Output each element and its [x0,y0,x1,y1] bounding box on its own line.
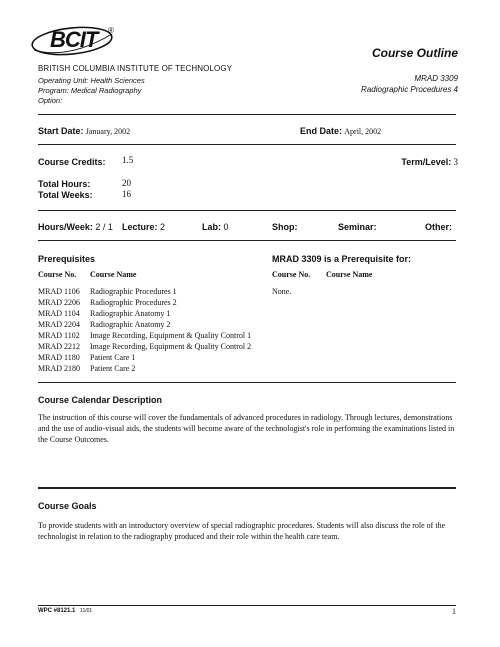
prerequisites-title: Prerequisites [38,254,96,264]
lecture [122,222,165,232]
course-credits-label: Course Credits: [38,157,106,167]
prereq-row [38,287,177,296]
prereq-course-no: MRAD 1104 [38,309,80,318]
divider [38,114,456,115]
doc-title: Course Outline [371,46,458,60]
prerequisite-for-title: MRAD 3309 is a Prerequisite for: [272,254,412,264]
prereq-row [38,309,170,318]
prereq-row [38,364,135,373]
start-date-value: January, 2002 [85,127,131,136]
lecture-label: Lecture: [122,222,158,232]
form-number [38,608,92,614]
calendar-title: Course Calendar Description [38,395,163,405]
prereq-col-course-no: Course No. [38,270,77,279]
prereq-for-value: None. [272,287,292,296]
lab-value: 0 [223,222,229,232]
prereq-course-no: MRAD 2204 [38,320,81,329]
divider [38,487,456,489]
lab-label: Lab: [202,222,221,232]
prereq-row [38,320,170,329]
goals-title: Course Goals [38,501,97,511]
hours-week-label: Hours/Week: [38,222,93,232]
prereq-course-name: Radiographic Anatomy 2 [90,320,171,329]
prereq-for-col-course-name: Course Name [326,270,373,279]
prereq-course-no: MRAD 1102 [38,331,80,340]
calendar-text: The instruction of this course will cover the fundamentals of advanced procedures in radiology. Through lectures, demonstrations and the use of audio-visual aids, the students will become aware of the technologist's role in performing the examinations listed in the Course Outcomes. [38,413,455,444]
course-credits-value: 1.5 [122,155,134,165]
prereq-for-col-course-no: Course No. [272,270,311,279]
divider [38,240,456,241]
prereq-course-name: Radiographic Procedures 1 [90,287,177,296]
prereq-col-course-name: Course Name [90,270,137,279]
prereq-row [38,353,135,362]
form-number-value: WPC #8121.1 [38,608,76,614]
program: Program: Medical Radiography [38,86,142,95]
term-level [401,157,458,167]
hours-week [38,222,113,232]
end-date-value: April, 2002 [344,127,382,136]
divider [38,382,456,383]
prereq-course-name: Radiographic Anatomy 1 [90,309,171,318]
form-date: 11/01 [80,608,93,614]
course-code: MRAD 3309 [414,74,458,83]
shop-label: Shop: [272,222,298,232]
start-date-label: Start Date: [38,126,84,136]
divider [38,210,456,211]
other-label: Other: [425,222,452,232]
prereq-course-name: Patient Care 1 [90,353,136,362]
operating-unit: Operating Unit: Health Sciences [38,76,145,85]
prereq-course-no: MRAD 2180 [38,364,81,373]
total-weeks-label: Total Weeks: [38,190,93,200]
prereq-course-name: Radiographic Procedures 2 [90,298,177,307]
hours-week-value: 2 / 1 [95,222,113,232]
term-level-label: Term/Level: [401,157,452,167]
prereq-course-no: MRAD 2206 [38,298,81,307]
total-hours-label: Total Hours: [38,179,91,189]
prereq-course-no: MRAD 2212 [38,342,81,351]
total-hours-value: 20 [122,178,131,188]
prereq-course-no: MRAD 1106 [38,287,80,296]
prereq-course-no: MRAD 1180 [38,353,80,362]
logo-text: BCIT [50,27,98,52]
prereq-row [38,298,177,307]
prereq-course-name: Image Recording, Equipment & Quality Control 2 [90,342,252,351]
bcit-logo [28,20,120,60]
goals-text: To provide students with an introductory overview of special radiographic procedures. Students will also discuss the role of the technologist in relation to the radiography produced and their role within the health care team. [38,521,446,541]
page-number: 1 [452,607,456,616]
registered-mark-icon: ® [108,26,114,35]
lecture-value: 2 [160,222,166,232]
option: Option: [38,96,63,105]
end-date [300,126,381,136]
total-weeks-value: 16 [122,189,131,199]
prereq-row [38,342,251,351]
seminar-label: Seminar: [338,222,377,232]
institute-name: BRITISH COLUMBIA INSTITUTE OF TECHNOLOGY [38,64,233,73]
start-date [38,126,130,136]
lab [202,222,229,232]
course-title: Radiographic Procedures 4 [361,85,458,94]
end-date-label: End Date: [300,126,343,136]
divider [38,144,456,145]
prereq-course-name: Patient Care 2 [90,364,136,373]
footer-divider [38,605,456,606]
prereq-row [38,331,251,340]
prereq-course-name: Image Recording, Equipment & Quality Control 1 [90,331,252,340]
term-level-value: 3 [453,157,458,167]
